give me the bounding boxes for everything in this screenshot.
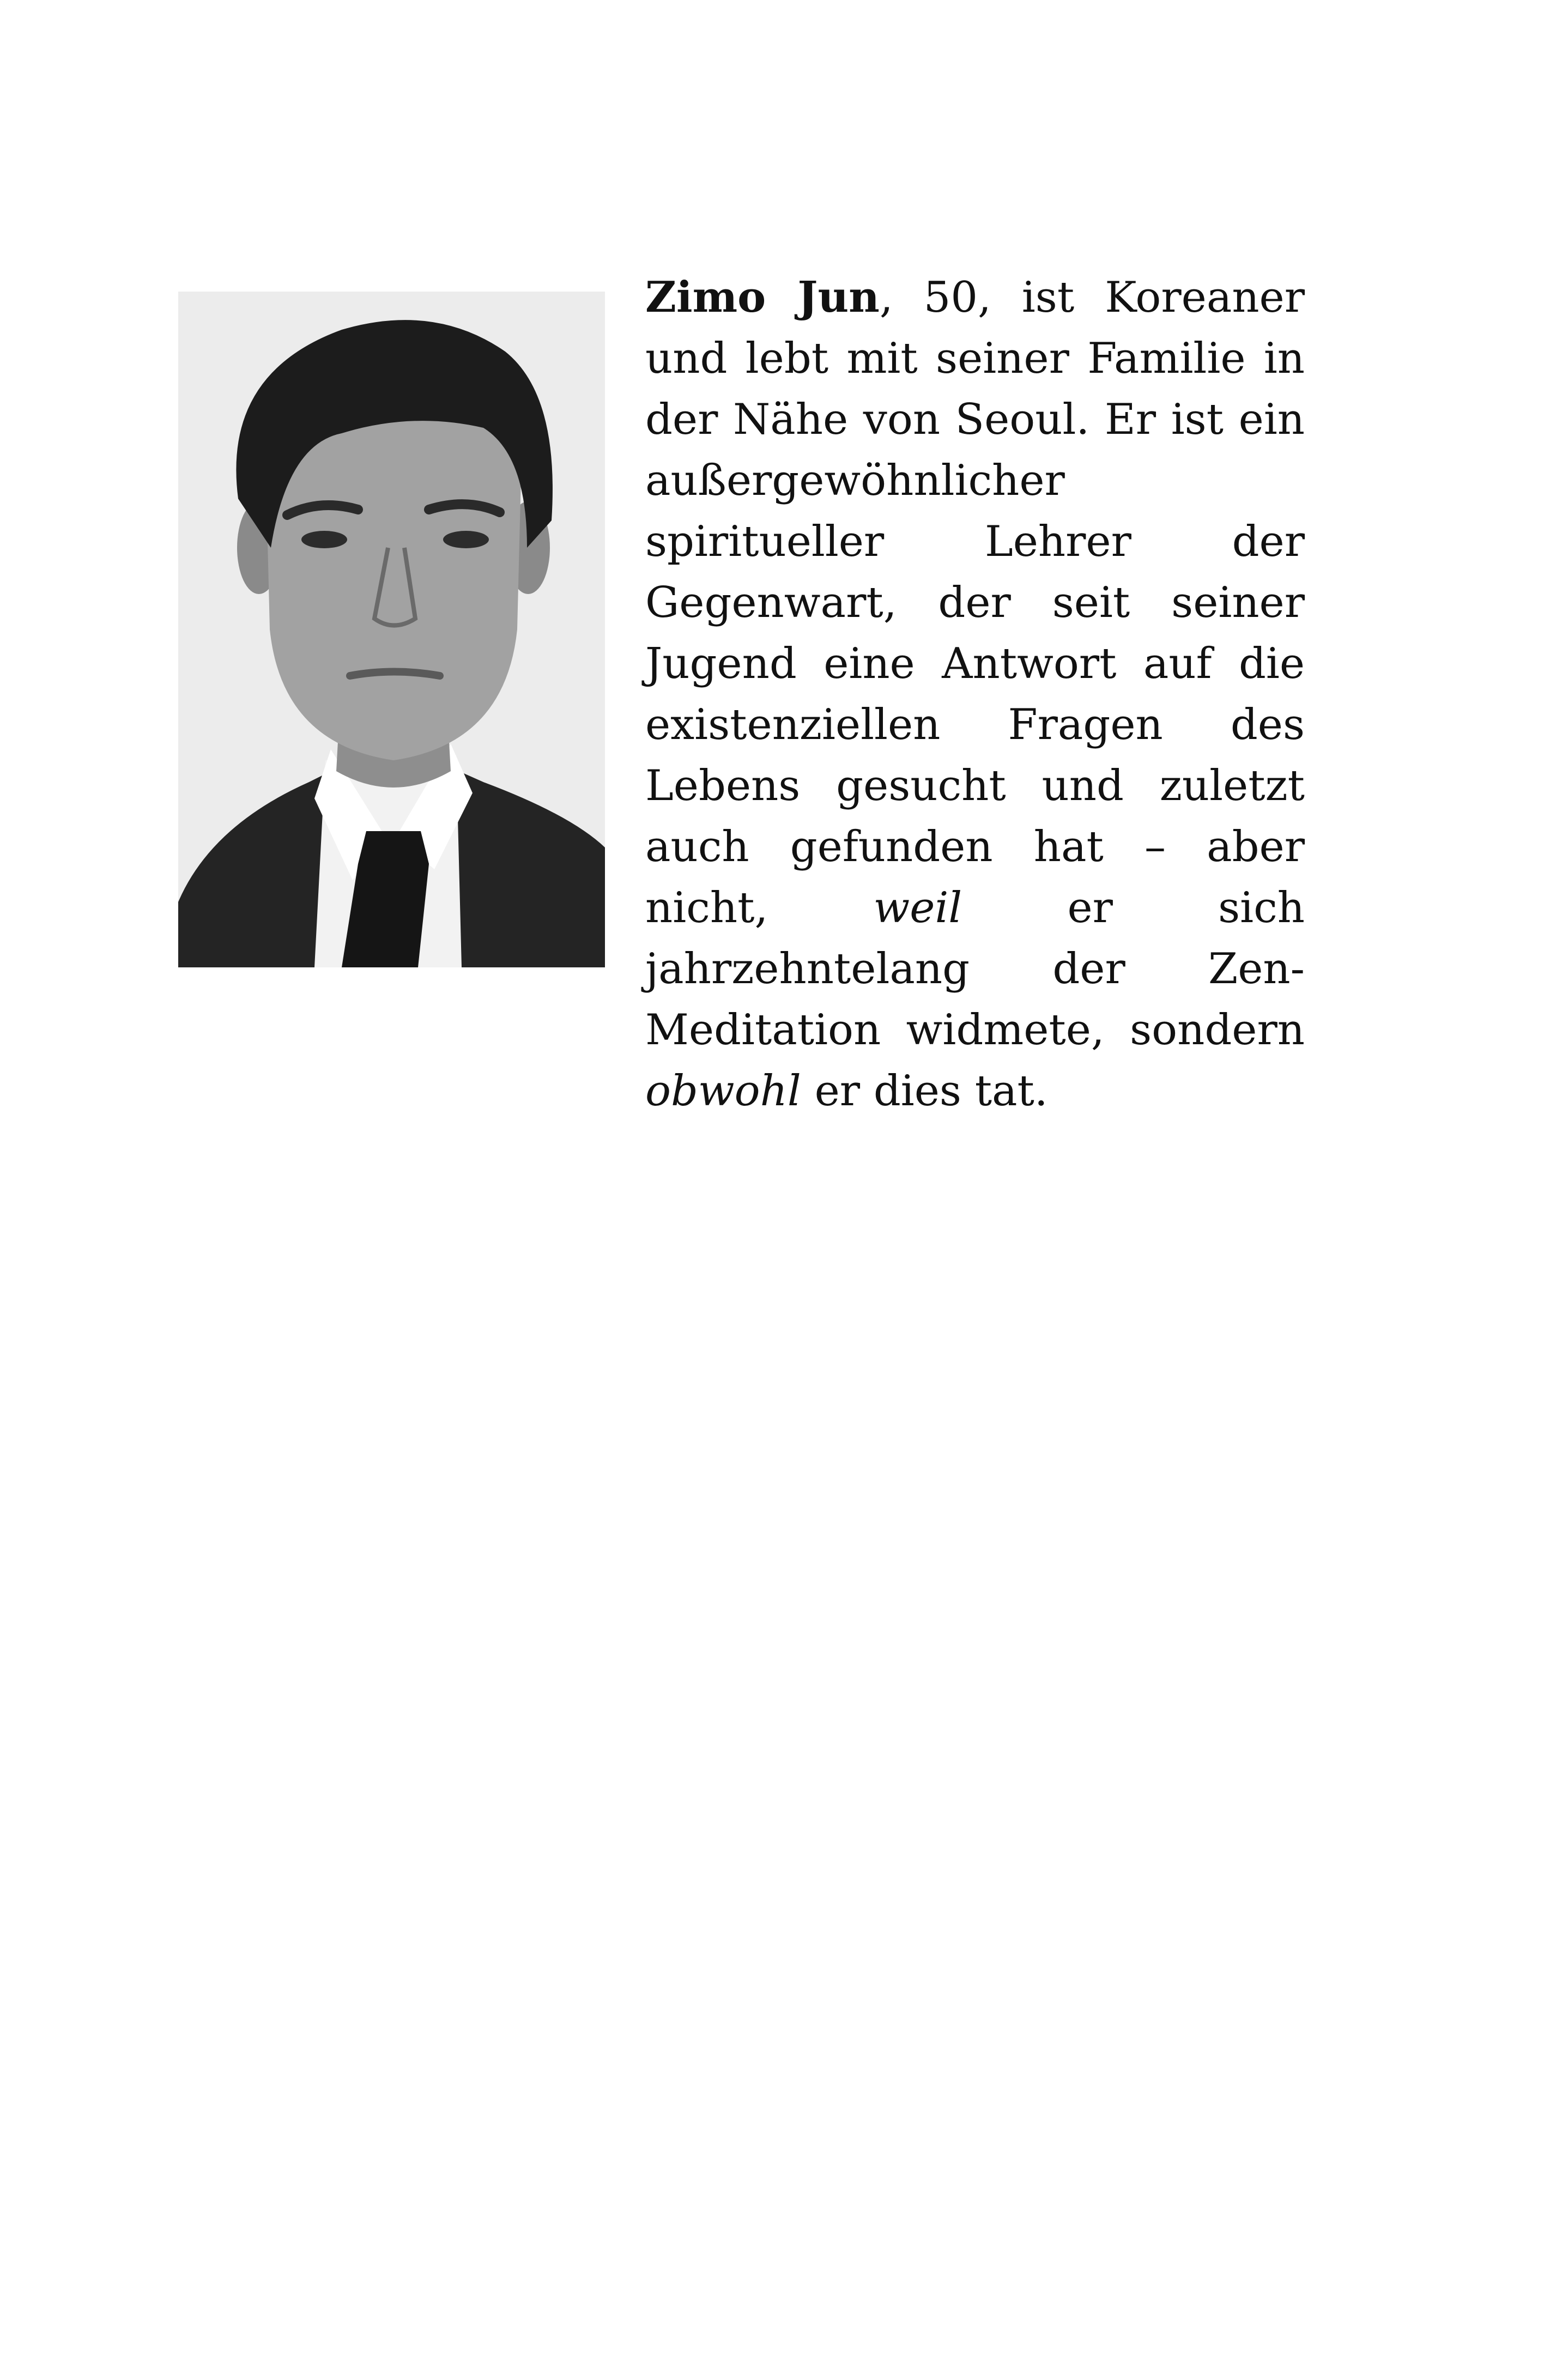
author-portrait-image: [178, 292, 605, 967]
mouth: [350, 672, 440, 676]
bio-text-part-3: er dies tat.: [801, 1067, 1048, 1116]
bio-text-part-2: er sich jahrzehntelang der Zen-Meditation widmete, sondern: [645, 883, 1305, 1055]
bio-text-part-1: , 50, ist Koreaner und lebt mit seiner Familie in der Nähe von Seoul. Er ist ein außergewöhnlicher spiritueller Lehrer der Gegenwart, der seit seiner Jugend eine Antwort auf die existenziellen Fragen des Lebens gesucht und zuletzt auch gefunden hat – aber nicht,: [645, 273, 1305, 932]
eye-left: [301, 531, 347, 548]
author-bio: [645, 267, 1305, 1122]
bio-emphasis-weil: weil: [873, 883, 962, 932]
eye-right: [443, 531, 489, 548]
bio-emphasis-obwohl: obwohl: [645, 1067, 801, 1116]
author-photo: [178, 292, 605, 967]
author-name: Zimo Jun: [645, 272, 880, 322]
